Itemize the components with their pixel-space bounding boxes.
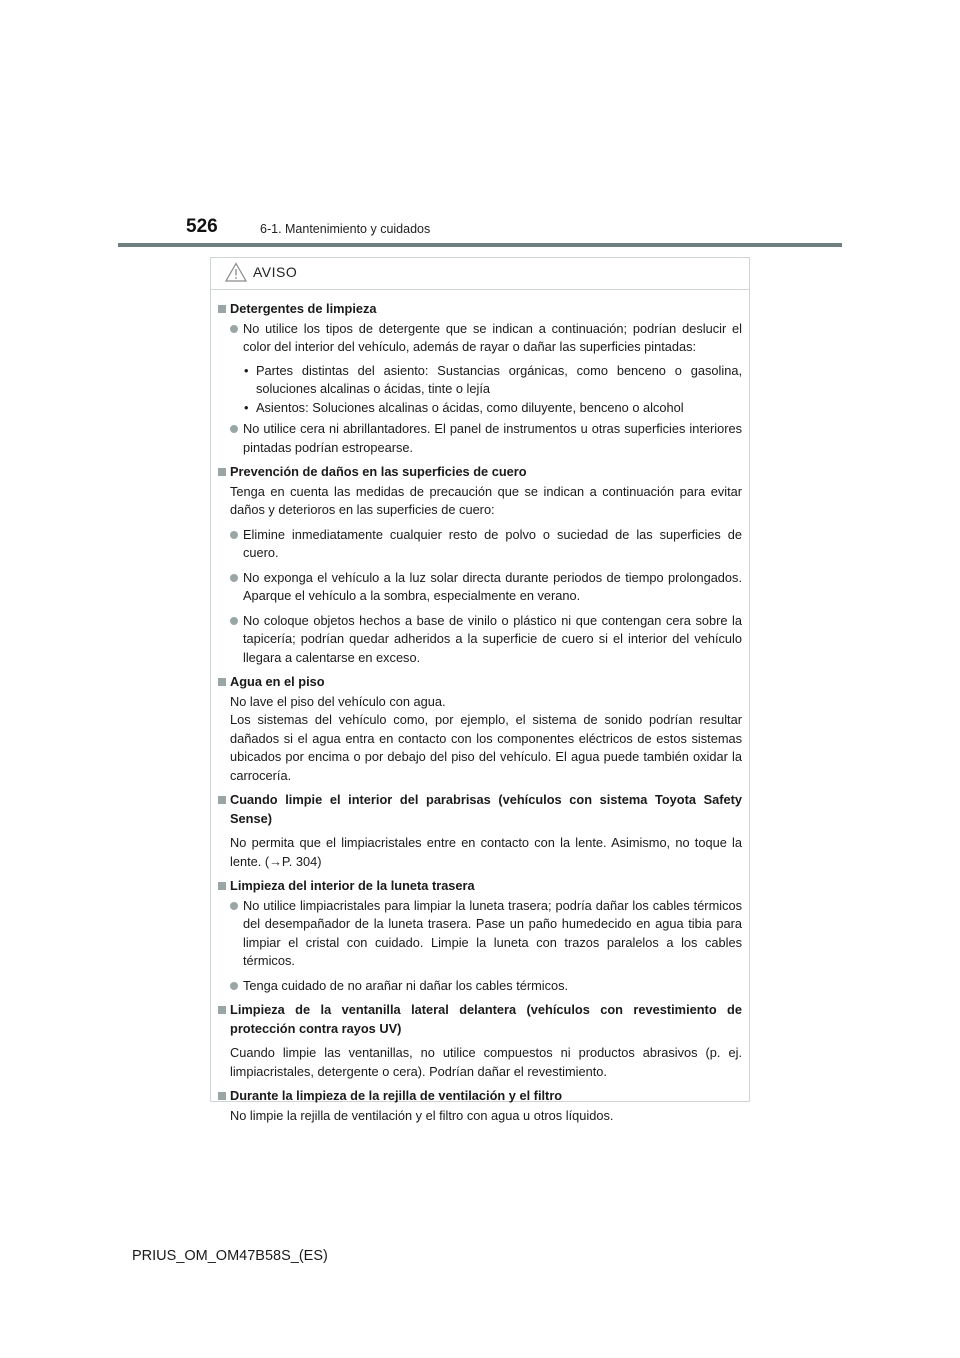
paragraph: Cuando limpie las ventanillas, no utilice compuestos ni productos abrasivos (p. ej. limpiacristales, detergente o cera). Podrían dañar el revestimiento. — [230, 1045, 742, 1079]
list-item: No coloque objetos hechos a base de vinilo o plástico ni que contengan cera sobre la tapicería; podrían quedar adheridos a la superficie de cuero si el interior del vehículo llegara a calentarse en exceso. — [218, 612, 742, 668]
small-bullet-icon: • — [244, 362, 249, 378]
paragraph: No permita que el limpiacristales entre en contacto con la lente. Asimismo, no toque la lente. (→P. 304) — [230, 835, 742, 869]
section-heading: Prevención de daños en las superficies de cuero — [218, 463, 742, 482]
paragraph: No lave el piso del vehículo con agua. — [230, 693, 446, 709]
paragraph: Tenga en cuenta las medidas de precaución que se indican a continuación para evitar daños y deterioros en las superficies de cuero: — [230, 483, 742, 517]
square-bullet-icon — [218, 468, 226, 476]
paragraph: Los sistemas del vehículo como, por ejemplo, el sistema de sonido podrían resultar dañados si el agua entra en contacto con los componentes eléctricos de estos sistemas ubicados por encima o por debajo del piso del vehículo. El agua puede también oxidar la carrocería. — [230, 712, 742, 783]
square-bullet-icon — [218, 305, 226, 313]
square-bullet-icon — [218, 796, 226, 804]
round-bullet-icon — [230, 982, 238, 990]
round-bullet-icon — [230, 531, 238, 539]
section-heading: Agua en el piso — [218, 673, 742, 692]
list-item: No utilice los tipos de detergente que se indican a continuación; podrían deslucir el color del interior del vehículo, además de rayar o dañar las superficies pintadas: — [218, 320, 742, 357]
warning-box — [210, 257, 750, 1123]
warning-label: AVISO — [253, 264, 298, 280]
square-bullet-icon — [218, 1092, 226, 1100]
section-heading: Limpieza del interior de la luneta trasera — [218, 877, 742, 896]
round-bullet-icon — [230, 425, 238, 433]
round-bullet-icon — [230, 902, 238, 910]
round-bullet-icon — [230, 617, 238, 625]
list-item: No utilice cera ni abrillantadores. El panel de instrumentos u otras superficies interiores pintadas podrían estropearse. — [218, 420, 742, 457]
sub-list-item: • Partes distintas del asiento: Sustancias orgánicas, como benceno o gasolina, soluciones alcalinas o ácidas, tinte o lejía — [244, 362, 742, 396]
section-vent-filter — [218, 1087, 742, 1125]
small-bullet-icon: • — [244, 399, 249, 415]
section-detergents — [218, 300, 742, 457]
section-rear-window — [218, 877, 742, 995]
warning-body — [211, 290, 749, 1125]
section-heading: Detergentes de limpieza — [218, 300, 742, 319]
section-side-window — [218, 1001, 742, 1081]
list-item: Tenga cuidado de no arañar ni dañar los cables térmicos. — [218, 977, 742, 996]
square-bullet-icon — [218, 882, 226, 890]
section-floor-water — [218, 673, 742, 785]
sub-list-item: • Asientos: Soluciones alcalinas o ácidas, como diluyente, benceno o alcohol — [218, 399, 742, 418]
list-item: Elimine inmediatamente cualquier resto de polvo o suciedad de las superficies de cuero. — [218, 526, 742, 563]
list-item: No utilice limpiacristales para limpiar la luneta trasera; podría dañar los cables térmicos del desempañador de la luneta trasera. Pase un paño humedecido en agua tibia para limpiar el cristal con cuidado. Limpie la luneta con trazos paralelos a los cables térmicos. — [218, 897, 742, 971]
warning-triangle-icon — [225, 262, 247, 282]
section-heading: Limpieza de la ventanilla lateral delantera (vehículos con revestimiento de protección contra rayos UV) — [218, 1001, 742, 1038]
section-heading: Durante la limpieza de la rejilla de ventilación y el filtro — [218, 1087, 742, 1106]
round-bullet-icon — [230, 574, 238, 582]
section-title: 6-1. Mantenimiento y cuidados — [260, 222, 431, 236]
list-item: No exponga el vehículo a la luz solar directa durante periodos de tiempo prolongados. Aparque el vehículo a la sombra, especialmente en verano. — [218, 569, 742, 606]
warning-header — [211, 258, 749, 290]
header-rule — [118, 243, 842, 247]
section-heading: Cuando limpie el interior del parabrisas (vehículos con sistema Toyota Safety Sense) — [218, 791, 742, 828]
sub-list — [218, 362, 742, 418]
paragraph: No limpie la rejilla de ventilación y el filtro con agua u otros líquidos. — [230, 1107, 614, 1123]
document-code: PRIUS_OM_OM47B58S_(ES) — [132, 1248, 328, 1264]
section-windshield — [218, 791, 742, 871]
section-leather — [218, 463, 742, 667]
round-bullet-icon — [230, 325, 238, 333]
square-bullet-icon — [218, 1006, 226, 1014]
square-bullet-icon — [218, 678, 226, 686]
page-number: 526 — [186, 216, 218, 237]
